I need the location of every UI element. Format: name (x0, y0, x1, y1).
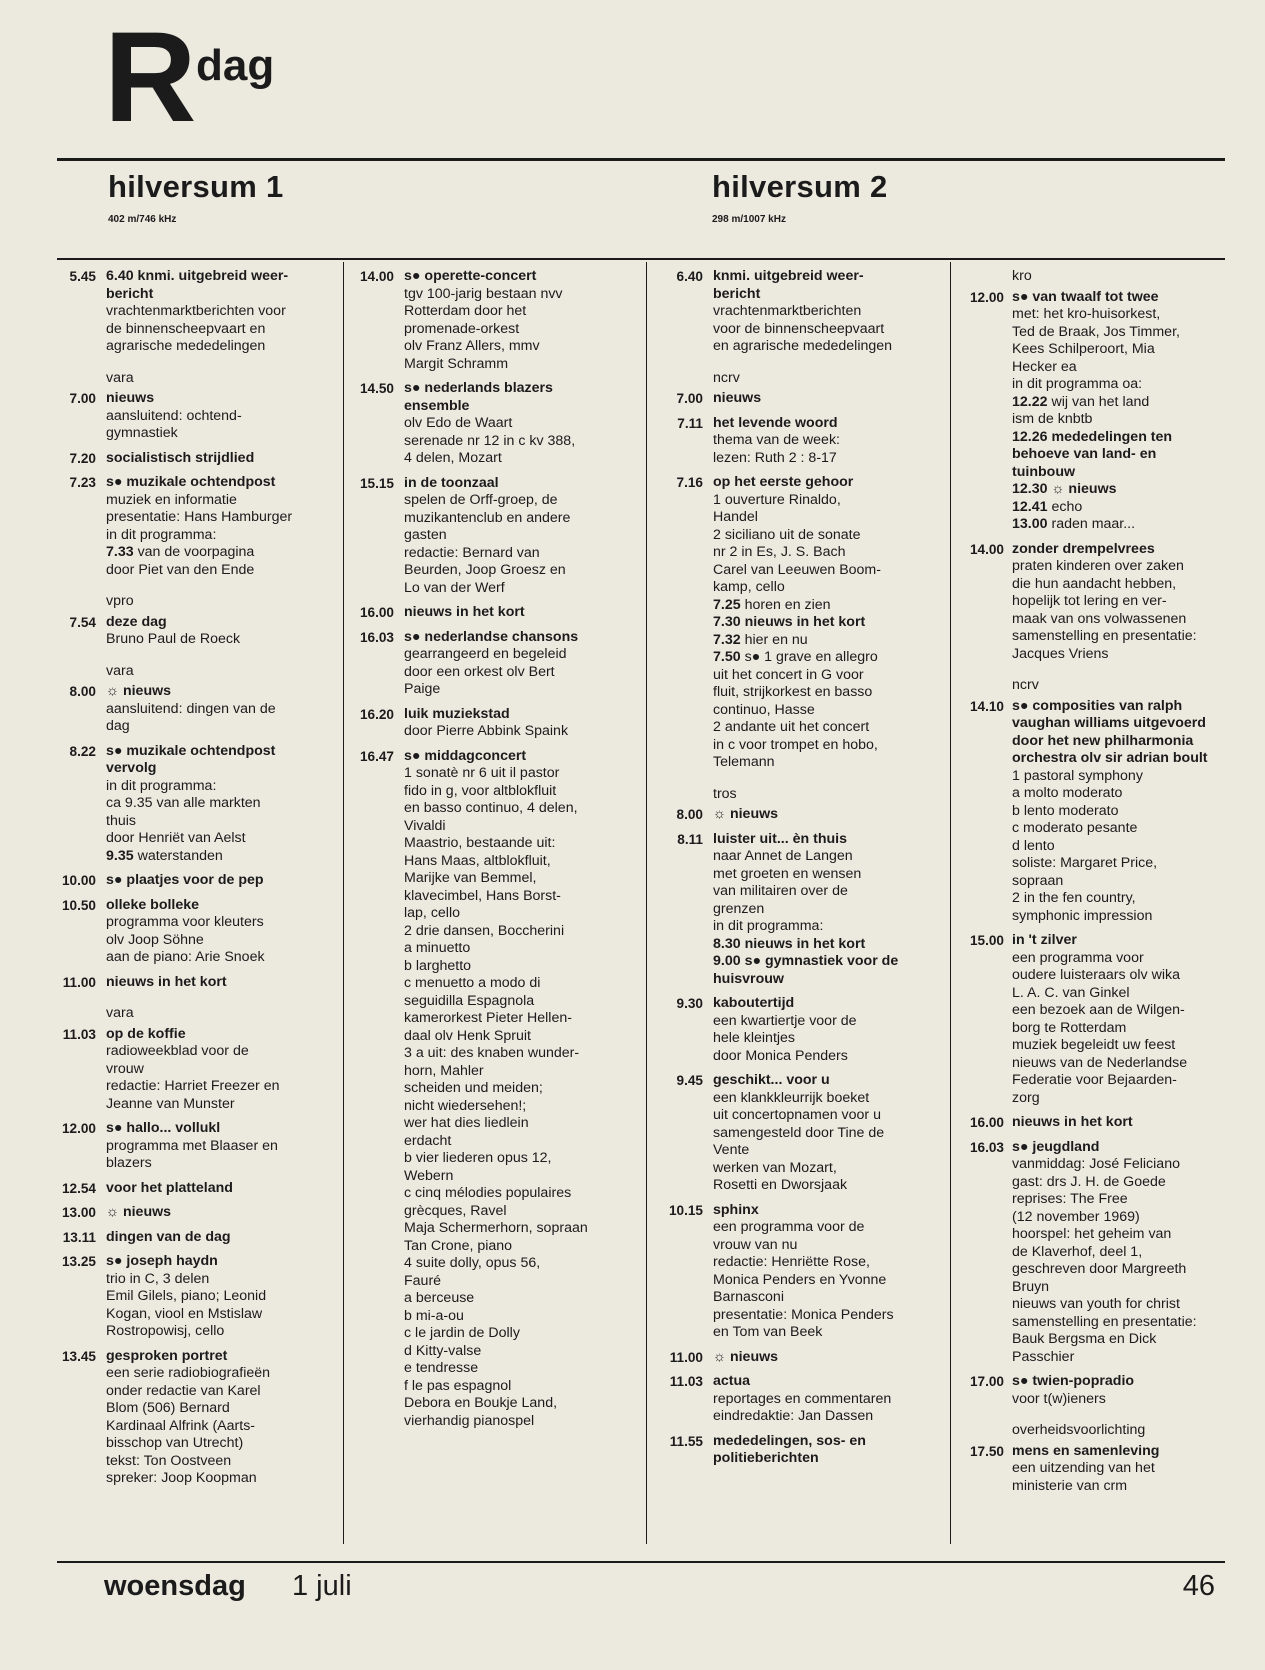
program-time: 15.15 (359, 475, 394, 491)
program-time: 9.30 (676, 996, 703, 1011)
program-title: nieuws in het kort (404, 604, 525, 620)
sub-item-text: mededelingen ten behoeve van land- en tuinbouw (1012, 428, 1173, 480)
program-time: 10.00 (61, 873, 96, 888)
program-title: luister uit... èn thuis (713, 830, 848, 847)
network-label: ncrv (713, 369, 740, 386)
sub-item-time: 12.30 (1012, 481, 1048, 497)
program-time: 11.03 (62, 1026, 96, 1042)
schedule-column-2 (359, 268, 636, 1437)
program-entry (69, 474, 334, 579)
program-title: nieuws (106, 390, 155, 406)
program-entry (969, 288, 1234, 534)
program-title: s● middagconcert (404, 747, 527, 764)
program-entry (676, 806, 943, 824)
network-label: vara (106, 1005, 134, 1021)
program-description: spelen de Orff-groep, de muzikantenclub en andere gasten redactie: Bernard van Beurden, Joop Groesz en Lo van der Werf (404, 492, 571, 596)
program-title: mens en samenleving (1012, 1442, 1160, 1459)
program-description: 1 ouverture Rinaldo, Handel 2 siciliano uit de sonate nr 2 in Es, J. S. Bach Carel van Leeuwen Boom- kamp, cello (713, 491, 881, 595)
sub-item-text: s● gymnastiek voor de huisvrouw (713, 953, 899, 987)
program-description: vanmiddag: José Feliciano gast: drs J. H. de Goede reprises: The Free (12 november 1969) hoorspel: het geheim van de Klaverhof, deel 1, geschreven door Margreeth Bruyn nieuws van youth for christ samenstelling en presentatie: Bauk Bergsma en Dick Passchier (1012, 1156, 1197, 1365)
column-divider (646, 262, 647, 1544)
program-title: nieuws in het kort (106, 973, 227, 990)
program-entry (969, 1442, 1234, 1496)
sub-item-time: 9.35 (106, 847, 134, 864)
program-entry (677, 414, 943, 468)
top-rule (57, 158, 1225, 161)
network-label: vara (106, 662, 134, 679)
program-title: actua (713, 1373, 751, 1389)
sub-item (713, 649, 943, 772)
program-title: gesproken portret (106, 1347, 228, 1364)
program-time: 14.00 (359, 269, 394, 284)
program-title: s● nederlandse chansons (404, 628, 579, 645)
program-title: mededelingen, sos- en politieberichten (713, 1432, 866, 1466)
sub-item-text: van de voorpagina door Piet van den Ende (106, 544, 255, 578)
program-title: dingen van de dag (106, 1228, 231, 1245)
program-time: 13.11 (62, 1229, 96, 1245)
program-time: 16.20 (359, 706, 394, 722)
program-title: luik muziekstad (404, 705, 510, 722)
program-entry (969, 1114, 1234, 1132)
sub-item (1012, 516, 1234, 534)
sub-item (713, 632, 943, 650)
sub-item-text: nieuws in het kort (744, 614, 866, 630)
program-title: in de toonzaal (404, 474, 499, 491)
program-description: een uitzending van het ministerie van crm (1012, 1460, 1155, 1494)
program-description: programma met Blaaser en blazers (106, 1137, 278, 1171)
sub-item-time: 12.26 (1012, 428, 1048, 445)
sub-item-time: 8.30 (713, 935, 741, 952)
program-description: een programma voor de vrouw van nu redactie: Henriëtte Rose, Monica Penders en Yvonne Barnasconi presentatie: Monica Penders en Tom van Beek (713, 1219, 894, 1340)
schedule-column-4 (969, 268, 1234, 1502)
program-title: zonder drempelvrees (1012, 540, 1155, 557)
program-time: 6.40 (676, 269, 703, 284)
sub-item (713, 597, 943, 615)
sub-item (106, 544, 334, 579)
program-time: 14.00 (969, 541, 1004, 557)
sub-item-time: 7.50 (713, 649, 741, 665)
network-label: ncrv (1012, 677, 1039, 693)
program-description: naar Annet de Langen met groeten en wensen van militairen over de grenzen in dit programma: (713, 848, 862, 934)
program-time: 16.03 (359, 629, 394, 645)
program-title: s● nederlands blazers ensemble (404, 380, 553, 414)
program-description: programma voor kleuters olv Joop Söhne aan de piano: Arie Snoek (106, 914, 265, 965)
program-entry (668, 1201, 943, 1342)
program-description: vrachtenmarktberichten voor de binnenscheepvaart en agrarische mededelingen (713, 303, 893, 354)
program-title: op de koffie (106, 1025, 186, 1042)
program-time: 17.50 (969, 1443, 1004, 1459)
program-time: 17.00 (969, 1374, 1004, 1389)
program-time: 16.47 (359, 748, 394, 764)
sub-item-time: 7.33 (106, 544, 134, 560)
program-time: 7.00 (69, 391, 96, 406)
program-title: s● joseph haydn (106, 1253, 218, 1269)
program-description: vrachtenmarktberichten voor de binnenscheepvaart en agrarische mededelingen (106, 303, 286, 354)
program-time: 16.00 (359, 605, 394, 620)
program-time: 8.11 (677, 831, 703, 847)
program-entry (669, 1373, 943, 1426)
program-description: voor t(w)ieners (1012, 1390, 1106, 1407)
program-time: 8.22 (69, 743, 96, 759)
program-entry (62, 1025, 334, 1114)
schedule-column-3 (668, 268, 943, 1475)
schedule-column-1 (61, 268, 334, 1495)
program-time: 5.45 (69, 269, 96, 284)
program-title: het levende woord (713, 414, 838, 431)
sub-item (1012, 499, 1234, 517)
program-description: in dit programma: ca 9.35 van alle markten thuis door Henriët van Aelst (106, 777, 261, 846)
program-entry (676, 995, 943, 1065)
program-time: 7.00 (676, 391, 703, 406)
sub-item (1012, 429, 1234, 482)
program-entry (676, 1072, 943, 1195)
program-entry (69, 390, 334, 443)
program-title: ☼ nieuws (106, 683, 172, 699)
program-entry (969, 697, 1234, 926)
program-title: s● van twaalf tot twee (1012, 288, 1159, 305)
sub-item (713, 936, 943, 954)
network-label: kro (1012, 268, 1032, 284)
page-number: 46 (1182, 1570, 1215, 1602)
program-title: ☼ nieuws (713, 806, 779, 822)
program-description: een serie radiobiografieën onder redactie van Karel Blom (506) Bernard Kardinaal Alfrink (Aarts- bisschop van Utrecht) tekst: Ton Oostveen spreker: Joop Koopman (106, 1365, 271, 1486)
program-entry (969, 540, 1234, 664)
program-time: 15.00 (969, 933, 1004, 948)
program-title: s● muzikale ochtendpost vervolg (106, 742, 276, 776)
program-title: op het eerste gehoor (713, 474, 854, 490)
program-entry (676, 268, 943, 356)
program-entry (61, 1253, 334, 1341)
sub-item (1012, 394, 1234, 429)
program-entry (69, 449, 334, 468)
program-time: 7.23 (69, 475, 96, 490)
program-description: 1 sonatè nr 6 uit il pastor fido in g, voor altblokfluit en basso continuo, 4 delen, Vivaldi Maastrio, bestaande uit: Hans Maas, altblokfluit, Marijke van Bemmel, klavecimbel, Hans Borst- lap, cello 2 drie dansen, Boccherini a minuetto b larghetto c menuetto a modo di seguidilla Espagnola kamerorkest Pieter Hellen- daal olv Henk Spruit 3 a uit: des knaben wunder- horn, Mahler scheiden und meiden; nicht wiedersehen!; wer hat dies liedlein erdacht b vier liederen opus 12, Webern c cinq mélodies populaires grècques, Ravel Maja Schermerhorn, sopraan Tan Crone, piano 4 suite dolly, opus 56, Fauré a berceuse b mi-a-ou c le jardin de Dolly d Kitty-valse e tendresse f le pas espagnol Debora en Boukje Land, vierhandig pianospel (404, 765, 588, 1429)
program-description: praten kinderen over zaken die hun aandacht hebben, hopelijk tot lering en ver- maak van ons volwassenen samenstelling en presentatie: Jacques Vriens (1012, 558, 1197, 662)
program-time: 7.54 (69, 614, 96, 630)
program-title: deze dag (106, 613, 167, 630)
sub-item-time: 9.00 (713, 953, 741, 969)
program-title: voor het platteland (106, 1179, 233, 1196)
program-title: nieuws (713, 390, 762, 406)
program-description: een programma voor oudere luisteraars olv wika L. A. C. van Ginkel een bezoek aan de Wilgen- borg te Rotterdam muziek begeleidt uw feest nieuws van de Nederlandse Federatie voor Bejaarden- zorg (1012, 949, 1188, 1106)
sub-item-text: waterstanden (137, 847, 223, 864)
program-entry (62, 1228, 334, 1247)
sub-item (713, 953, 943, 988)
program-description: muziek en informatie presentatie: Hans Hamburger in dit programma: (106, 491, 293, 543)
program-entry (69, 742, 334, 866)
program-title: ☼ nieuws (106, 1204, 172, 1220)
station-header-left (108, 170, 284, 225)
program-title: s● jeugdland (1012, 1138, 1100, 1155)
program-title: kaboutertijd (713, 995, 795, 1011)
program-description: trio in C, 3 delen Emil Gilels, piano; Leonid Kogan, viool en Mstislaw Rostropowisj, cello (106, 1270, 267, 1339)
sub-item-time: 12.41 (1012, 498, 1048, 515)
program-time: 14.50 (359, 381, 394, 396)
program-entry (62, 973, 334, 992)
program-title: 6.40 knmi. uitgebreid weer- bericht (106, 268, 289, 302)
program-time: 11.00 (62, 974, 96, 990)
program-entry (359, 705, 636, 741)
program-description: thema van de week: lezen: Ruth 2 : 8-17 (713, 432, 840, 466)
program-title: sphinx (713, 1201, 759, 1218)
sub-item-time: 13.00 (1012, 516, 1048, 532)
sub-item-text: s● 1 grave en allegro uit het concert in G voor fluit, strijkorkest en basso continuo, Hasse 2 andante uit het concert in c voor trompet en hobo, Telemann (713, 649, 878, 770)
sub-item-text: hier en nu (744, 631, 808, 648)
program-title: socialistisch strijdlied (106, 449, 255, 466)
program-description: aansluitend: dingen van de dag (106, 700, 276, 734)
logo-word: dag (196, 41, 275, 90)
sub-item-text: nieuws in het kort (744, 935, 866, 952)
program-entry (359, 628, 636, 699)
program-entry (61, 1204, 334, 1222)
program-time: 16.00 (969, 1115, 1004, 1130)
program-time: 9.45 (676, 1073, 703, 1088)
program-entry (669, 1432, 943, 1468)
program-description: aansluitend: ochtend- gymnastiek (106, 407, 242, 441)
program-title: s● composities van ralph vaughan williams uitgevoerd door het new philharmonia orchestra olv sir adrian boult (1012, 697, 1208, 766)
program-title: s● plaatjes voor de pep (106, 872, 264, 888)
sub-item-text: wij van het land ism de knbtb (1012, 393, 1150, 427)
sub-item-text: echo (1051, 498, 1083, 515)
column-divider (950, 262, 951, 1544)
footer-day: woensdag (104, 1570, 246, 1602)
station-name: hilversum 2 (712, 169, 888, 204)
program-time: 12.00 (969, 289, 1004, 305)
program-title: in 't zilver (1012, 932, 1077, 948)
program-entry (69, 683, 334, 736)
program-description: een klankkleurrijk boeket uit concertopnamen voor u samengesteld door Tine de Vente werken van Mozart, Rosetti en Dworsjaak (713, 1089, 885, 1193)
program-entry (359, 747, 636, 1431)
program-description: radioweekblad voor de vrouw redactie: Harriet Freezer en Jeanne van Munster (106, 1043, 280, 1112)
program-entry (61, 1179, 334, 1198)
program-title: s● hallo... vollukl (106, 1120, 221, 1136)
program-time: 16.03 (969, 1139, 1004, 1155)
program-time: 8.00 (676, 807, 703, 822)
program-entry (969, 1138, 1234, 1367)
program-title: ☼ nieuws (713, 1348, 779, 1365)
station-frequency: 298 m/1007 kHz (712, 214, 786, 226)
program-entry (359, 474, 636, 598)
program-entry (61, 896, 334, 967)
program-entry (359, 604, 636, 622)
sub-item-time: 7.30 (713, 614, 741, 630)
program-time: 12.54 (61, 1180, 96, 1196)
program-description: met: het kro-huisorkest, Ted de Braak, Jos Timmer, Kees Schilperoort, Mia Hecker ea in dit programma oa: (1012, 306, 1180, 392)
program-time: 7.11 (677, 415, 703, 431)
program-title: nieuws in het kort (1012, 1114, 1133, 1130)
program-time: 8.00 (69, 684, 96, 699)
logo-letter: R (104, 6, 193, 149)
program-entry (61, 1347, 334, 1488)
program-title: s● twien-popradio (1012, 1373, 1135, 1389)
program-description: olv Edo de Waart serenade nr 12 in c kv 388, 4 delen, Mozart (404, 415, 576, 466)
program-time: 13.25 (61, 1254, 96, 1269)
program-entry (969, 932, 1234, 1107)
program-title: knmi. uitgebreid weer- bericht (713, 268, 864, 302)
network-label: overheidsvoorlichting (1012, 1422, 1146, 1438)
program-entry (359, 268, 636, 373)
network-label: vara (106, 369, 134, 386)
sub-item (106, 848, 334, 866)
program-title: geschikt... voor u (713, 1072, 830, 1088)
station-name: hilversum 1 (108, 169, 284, 204)
program-description: Bruno Paul de Roeck (106, 631, 241, 647)
program-entry (61, 872, 334, 890)
program-entry (69, 613, 334, 649)
program-description: door Pierre Abbink Spaink (404, 723, 569, 739)
header-rule (57, 258, 1225, 260)
program-description: 1 pastoral symphony a molto moderato b lento moderato c moderato pesante d lento soliste: Margaret Price, sopraan 2 in the fen country, symphonic impression (1012, 767, 1158, 924)
program-time: 14.10 (969, 698, 1004, 714)
station-frequency: 402 m/746 kHz (108, 214, 177, 226)
program-time: 11.00 (669, 1349, 703, 1365)
footer-rule (57, 1561, 1225, 1563)
program-title: s● operette-concert (404, 268, 537, 284)
program-time: 12.00 (61, 1121, 96, 1136)
program-time: 7.16 (676, 475, 703, 490)
column-divider (343, 262, 344, 1544)
program-entry (677, 830, 943, 989)
sub-item-text: ☼ nieuws (1051, 481, 1117, 497)
sub-item (713, 614, 943, 632)
program-description: tgv 100-jarig bestaan nvv Rotterdam door het promenade-orkest olv Franz Allers, mmv Margit Schramm (404, 285, 563, 372)
program-entry (669, 1348, 943, 1367)
program-entry (676, 474, 943, 772)
network-label: tros (713, 785, 737, 802)
sub-item-text: horen en zien (744, 596, 831, 613)
program-description: gearrangeerd en begeleid door een orkest olv Bert Paige (404, 646, 567, 697)
program-time: 10.15 (668, 1202, 703, 1218)
program-entry (969, 1373, 1234, 1408)
footer-date: 1 juli (292, 1570, 352, 1602)
program-title: s● muzikale ochtendpost (106, 474, 276, 490)
program-time: 10.50 (61, 897, 96, 913)
sub-item-time: 7.32 (713, 631, 741, 648)
program-entry (359, 380, 636, 468)
program-entry (676, 390, 943, 408)
station-header-right (712, 170, 888, 225)
program-entry (69, 268, 334, 356)
program-time: 13.45 (61, 1348, 96, 1364)
sub-item-time: 12.22 (1012, 393, 1048, 410)
sub-item-time: 7.25 (713, 596, 741, 613)
program-description: een kwartiertje voor de hele kleintjes door Monica Penders (713, 1012, 857, 1064)
program-time: 11.55 (669, 1433, 703, 1449)
sub-item-text: raden maar... (1051, 516, 1136, 532)
program-entry (61, 1120, 334, 1173)
program-title: olleke bolleke (106, 896, 200, 913)
program-time: 13.00 (61, 1205, 96, 1220)
program-time: 7.20 (69, 450, 96, 466)
program-description: reportages en commentaren eindredaktie: Jan Dassen (713, 1390, 892, 1424)
program-time: 11.03 (669, 1374, 703, 1389)
network-label: vpro (106, 593, 134, 609)
sub-item (1012, 481, 1234, 499)
